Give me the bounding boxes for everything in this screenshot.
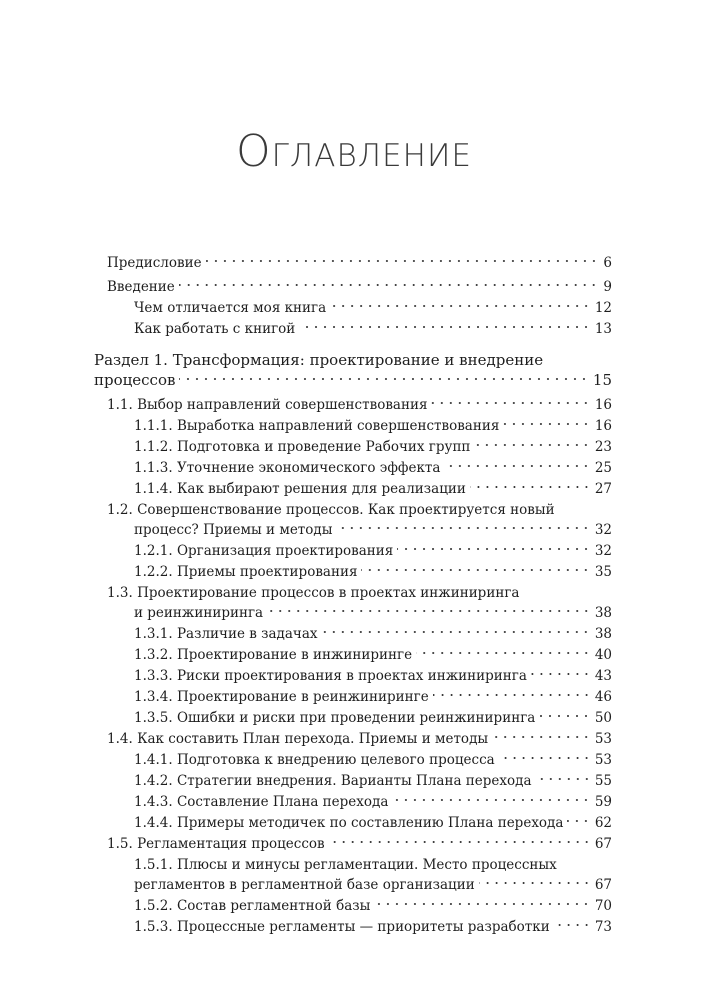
dot-leader (444, 463, 590, 469)
entry-label: Организация проектирования (176, 543, 394, 559)
dot-leader (567, 818, 590, 824)
entry-number: 1.1.4. (134, 481, 173, 497)
entry-1-3-line1 (107, 582, 519, 604)
toc-entry-1-5[interactable] (107, 833, 612, 855)
toc-entry-1-3-4[interactable] (134, 686, 612, 708)
entry-1-2-line1 (107, 499, 555, 521)
entry-label: Проектирование процессов в проектах инжиниринга (137, 585, 520, 601)
toc-entry-1-3-1[interactable] (134, 623, 612, 645)
entry-page: 55 (594, 773, 612, 789)
toc-entry-1-4-3[interactable] (134, 791, 612, 813)
entry-label: Проектирование в реинжиниринге (176, 689, 429, 705)
entry-label: Введение (107, 279, 175, 295)
entry-label: Как работать с книгой (134, 321, 296, 337)
entry-page: 9 (603, 279, 612, 295)
dot-leader (503, 421, 590, 427)
entry-number: 1.2.2. (134, 564, 173, 580)
dot-leader (179, 376, 588, 382)
dot-leader (361, 567, 590, 573)
toc-entry-1-2[interactable] (134, 519, 612, 541)
toc-entry-1-4-4[interactable] (134, 812, 612, 834)
entry-page: 38 (594, 626, 612, 642)
entry-page: 32 (594, 522, 612, 538)
entry-label: Проектирование в инжиниринге (176, 647, 413, 663)
dot-leader (433, 692, 591, 698)
toc-entry-1-4-2[interactable] (134, 770, 612, 792)
entry-number: 1.3.4. (134, 689, 173, 705)
entry-page: 15 (592, 371, 612, 389)
entry-number: 1.5.2. (134, 898, 173, 914)
entry-label: Примеры методичек по составлению Плана перехода (176, 815, 564, 831)
entry-page: 13 (594, 321, 612, 337)
entry-label: Выработка направлений совершенствования (176, 418, 500, 434)
dot-leader (474, 442, 590, 448)
entry-page: 23 (594, 439, 612, 455)
entry-page: 46 (594, 689, 612, 705)
toc-entry-kak-rabotat[interactable] (134, 318, 612, 340)
toc-entry-1-1-4[interactable] (134, 478, 612, 500)
entry-page: 53 (594, 752, 612, 768)
toc-entry-1-5-1[interactable] (134, 874, 612, 896)
entry-page: 16 (594, 418, 612, 434)
entry-number: 1.5. (107, 836, 133, 852)
entry-label: Ошибки и риски при проведении реинжиниринга (176, 710, 536, 726)
dot-leader (431, 400, 590, 406)
entry-number: 1.1.1. (134, 418, 173, 434)
entry-page: 43 (594, 668, 612, 684)
entry-number: 1.2.1. (134, 543, 173, 559)
entry-label: и реинжиниринга (134, 605, 264, 621)
entry-label: Различие в задачах (176, 626, 318, 642)
dot-leader (329, 839, 591, 845)
entry-page: 53 (594, 731, 612, 747)
entry-page: 6 (603, 255, 612, 271)
toc-entry-1-5-2[interactable] (134, 895, 612, 917)
toc-entry-1-4-1[interactable] (134, 749, 612, 771)
entry-label: процесс? Приемы и методы (134, 522, 333, 538)
toc-entry-1-4[interactable] (107, 728, 612, 750)
toc-entry-1-3-5[interactable] (134, 707, 612, 729)
entry-page: 12 (594, 300, 612, 316)
dot-leader (499, 755, 591, 761)
dot-leader (531, 671, 591, 677)
entry-page: 38 (594, 605, 612, 621)
entry-label: Состав регламентной базы (176, 898, 371, 914)
toc-entry-razdel1[interactable] (94, 369, 612, 391)
entry-page: 40 (594, 647, 612, 663)
entry-number: 1.5.1. (134, 857, 173, 873)
entry-number: 1.3. (107, 585, 133, 601)
entry-number: 1.4.2. (134, 773, 173, 789)
entry-page: 25 (594, 460, 612, 476)
entry-label: Процессные регламенты — приоритеты разработки (176, 919, 550, 935)
dot-leader (539, 713, 591, 719)
entry-page: 70 (594, 898, 612, 914)
entry-page: 16 (594, 397, 612, 413)
entry-page: 62 (594, 815, 612, 831)
entry-number: 1.1.3. (134, 460, 173, 476)
entry-label: Уточнение экономического эффекта (176, 460, 441, 476)
toc-entry-1-1-3[interactable] (134, 457, 612, 479)
entry-label: Плюсы и минусы регламентации. Место процессных (176, 857, 557, 873)
toc-entry-1-3-3[interactable] (134, 665, 612, 687)
dot-leader (374, 901, 590, 907)
dot-leader (397, 546, 591, 552)
entry-number: 1.4.3. (134, 794, 173, 810)
entry-page: 50 (594, 710, 612, 726)
dot-leader (321, 629, 590, 635)
entry-page: 32 (594, 543, 612, 559)
entry-label: Выбор направлений совершенствования (137, 397, 428, 413)
dot-leader (299, 324, 591, 330)
entry-label: Чем отличается моя книга (134, 300, 327, 316)
toc-entry-vvedenie[interactable] (107, 276, 612, 298)
entry-1-5-1-line1 (134, 854, 557, 876)
entry-label: процессов (94, 371, 176, 389)
toc-entry-1-3[interactable] (134, 602, 612, 624)
toc-entry-1-3-2[interactable] (134, 644, 612, 666)
entry-label: Риски проектирования в проектах инжиниринга (176, 668, 527, 684)
entry-label: Подготовка к внедрению целевого процесса (176, 752, 495, 768)
dot-leader (336, 525, 590, 531)
entry-label: Приемы проектирования (176, 564, 358, 580)
dot-leader (330, 303, 591, 309)
toc-entry-otlichaetsya[interactable] (134, 297, 612, 319)
entry-label: регламентов в регламентной базе организации (134, 877, 475, 893)
entry-number: 1.4.4. (134, 815, 173, 831)
entry-label: Предисловие (107, 255, 202, 271)
entry-label: Регламентация процессов (137, 836, 325, 852)
entry-label: Совершенствование процессов. Как проектируется новый (137, 502, 555, 518)
entry-page: 73 (594, 919, 612, 935)
entry-page: 27 (594, 481, 612, 497)
entry-number: 1.2. (107, 502, 133, 518)
entry-number: 1.3.3. (134, 668, 173, 684)
entry-number: 1.3.5. (134, 710, 173, 726)
toc-entry-1-2-2[interactable] (134, 561, 612, 583)
dot-leader (492, 734, 591, 740)
entry-number: 1.3.2. (134, 647, 173, 663)
entry-label: Как составить План перехода. Приемы и методы (137, 731, 489, 747)
section-title-line1: Раздел 1. Трансформация: проектирование и внедрение (94, 351, 544, 369)
dot-leader (392, 797, 590, 803)
dot-leader (470, 484, 591, 490)
entry-label: Как выбирают решения для реализации (176, 481, 466, 497)
entry-page: 67 (594, 836, 612, 852)
entry-number: 1.1.2. (134, 439, 173, 455)
entry-page: 35 (594, 564, 612, 580)
toc-entry-1-1[interactable] (107, 394, 612, 416)
entry-label: Составление Плана перехода (176, 794, 389, 810)
dot-leader (416, 650, 591, 656)
toc-entry-1-5-3[interactable] (134, 916, 612, 938)
toc-entry-1-2-1[interactable] (134, 540, 612, 562)
page-title: Оглавление (236, 126, 472, 177)
entry-label: Подготовка и проведение Рабочих групп (176, 439, 471, 455)
toc-entry-predislovie[interactable] (107, 252, 612, 274)
dot-leader (554, 922, 591, 928)
entry-page: 67 (594, 877, 612, 893)
toc-entry-1-1-2[interactable] (134, 436, 612, 458)
entry-number: 1.1. (107, 397, 133, 413)
toc-entry-1-1-1[interactable] (134, 415, 612, 437)
dot-leader (206, 258, 598, 264)
entry-page: 59 (594, 794, 612, 810)
entry-number: 1.4.1. (134, 752, 173, 768)
dot-leader (267, 608, 591, 614)
dot-leader (536, 776, 591, 782)
dot-leader (479, 880, 591, 886)
entry-number: 1.3.1. (134, 626, 173, 642)
entry-number: 1.4. (107, 731, 133, 747)
entry-number: 1.5.3. (134, 919, 173, 935)
dot-leader (179, 282, 598, 288)
entry-label: Стратегии внедрения. Варианты Плана перехода (176, 773, 532, 789)
